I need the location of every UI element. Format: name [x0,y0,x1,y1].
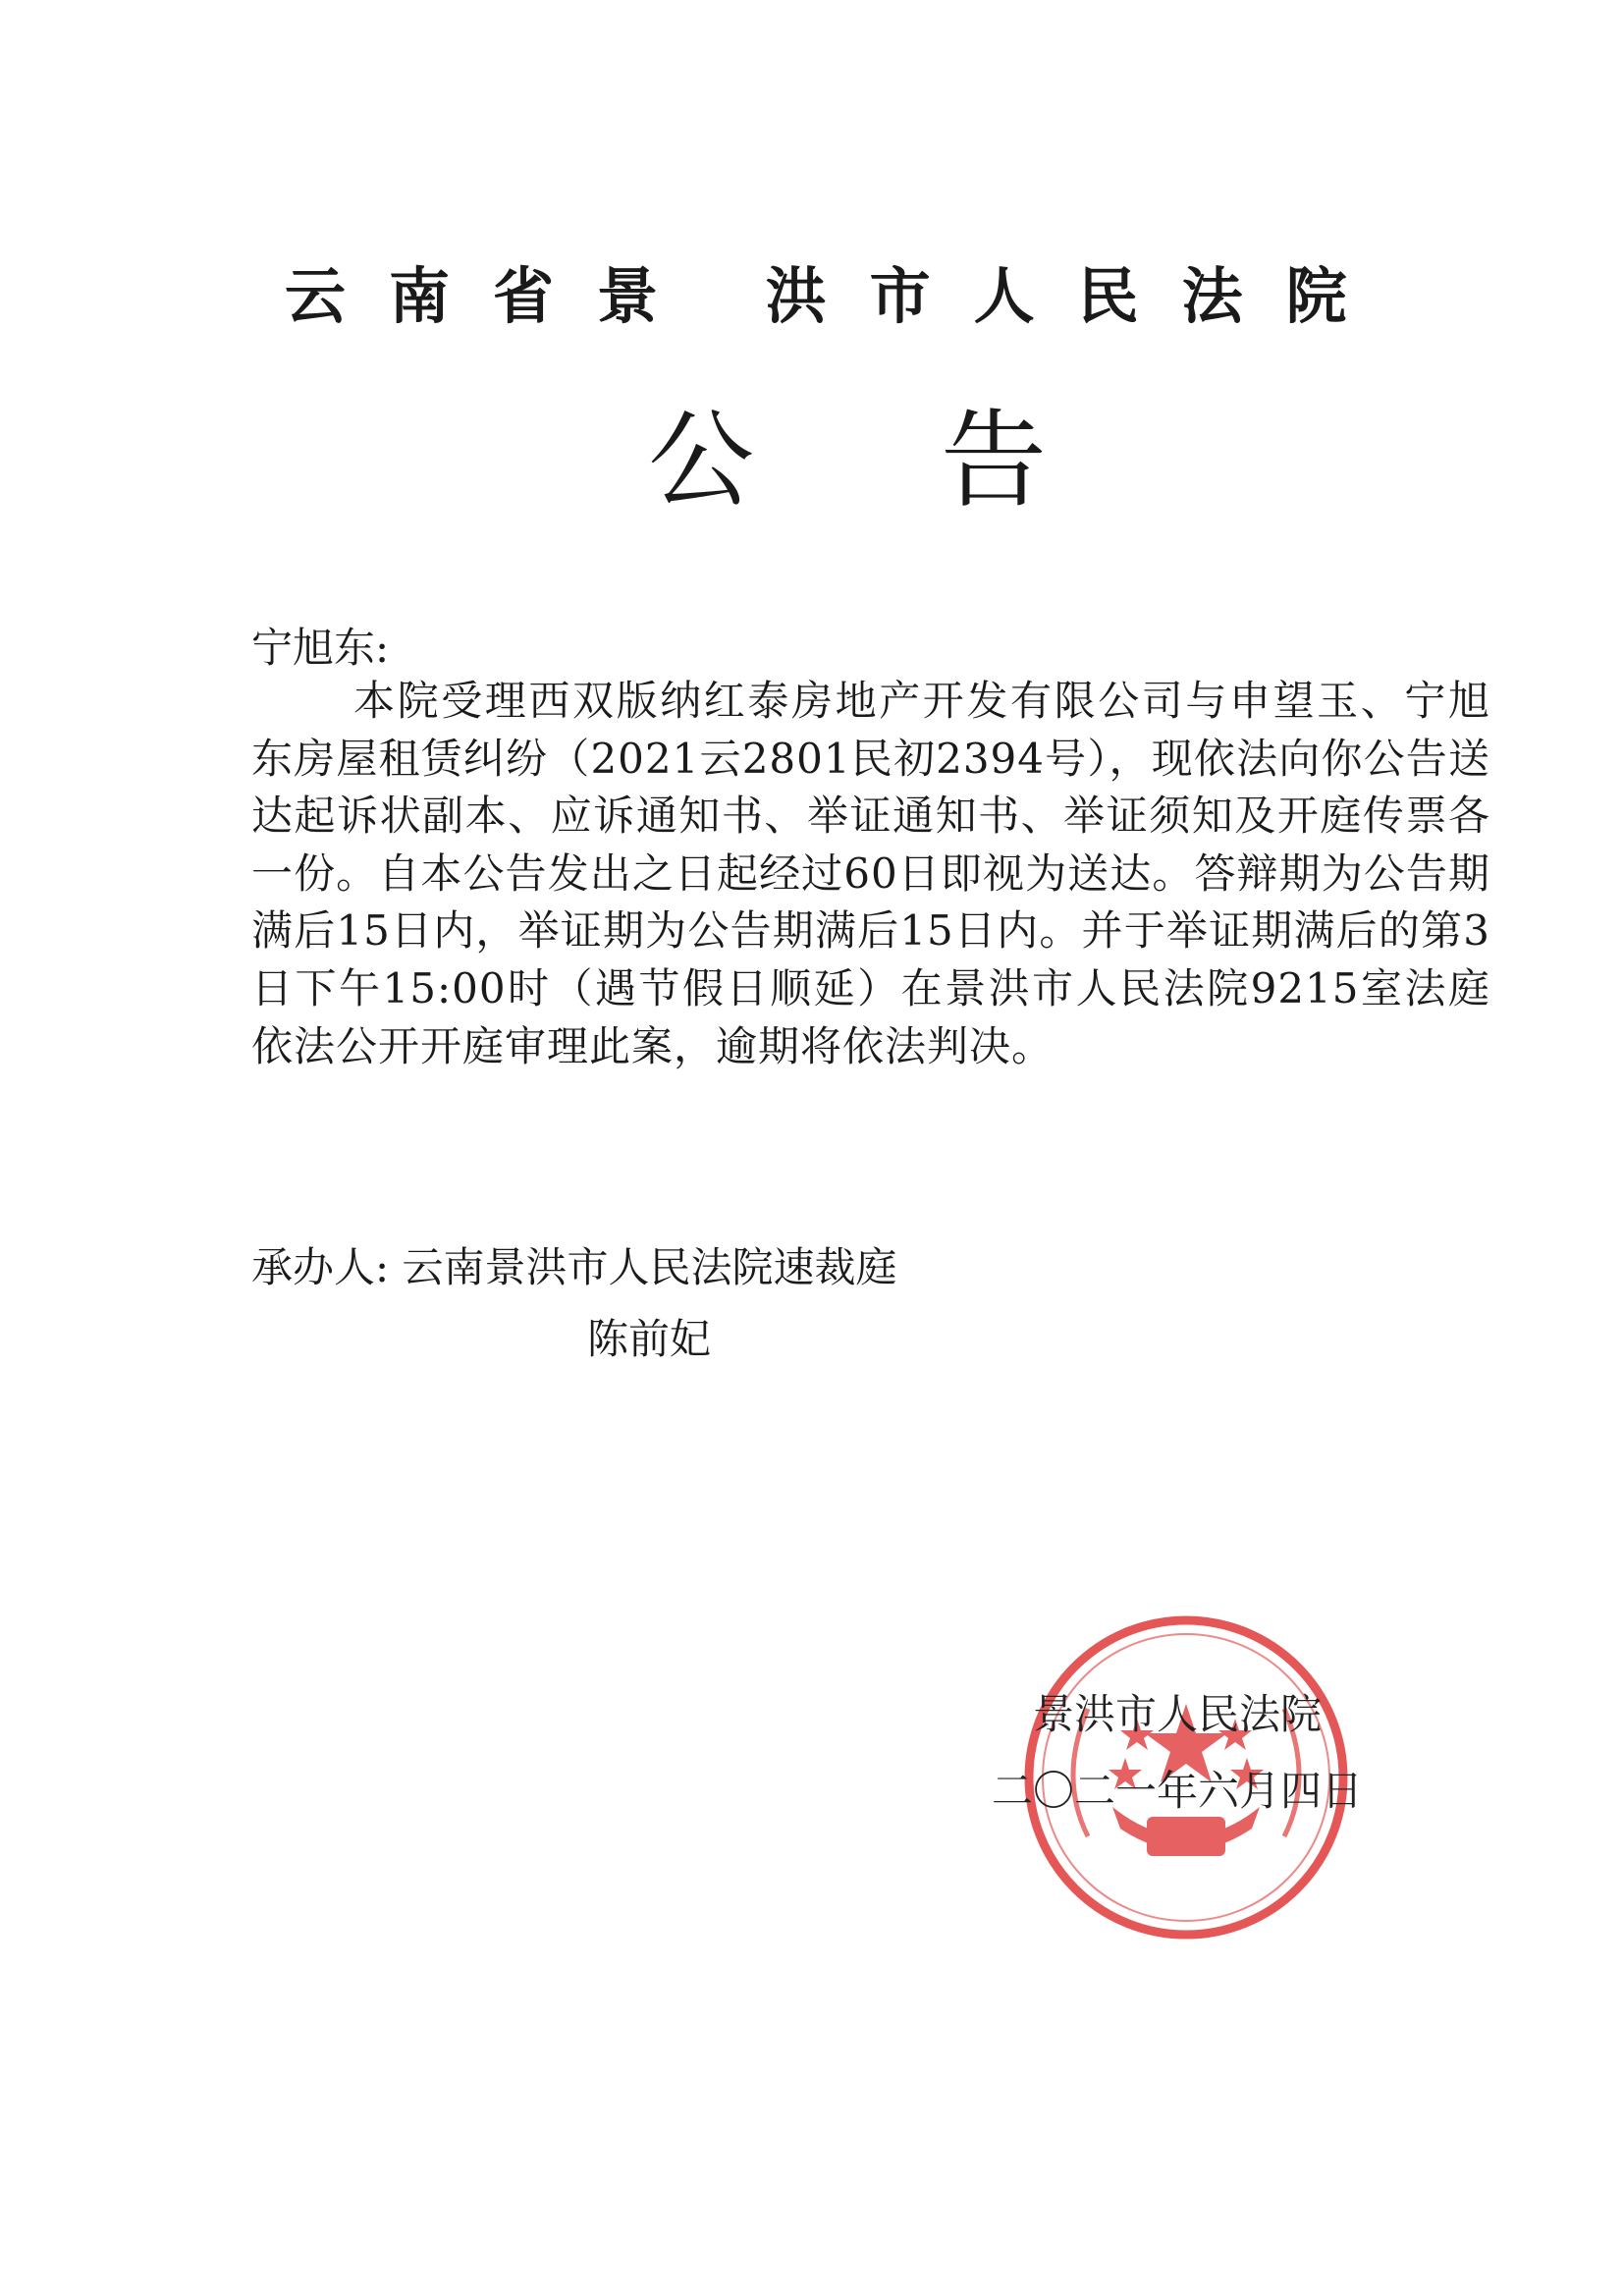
document-title: 公告 [648,400,1234,522]
signature-date: 二〇二一年六月四日 [992,1767,1364,1815]
handler-line: 承办人: 云南景洪市人民法院速裁庭 [251,1243,897,1291]
handler-name: 陈前妃 [587,1315,712,1363]
signature-court: 景洪市人民法院 [1033,1690,1323,1738]
addressee: 宁旭东: [251,624,390,672]
notice-body: 本院受理西双版纳红泰房地产开发有限公司与申望玉、宁旭东房屋租赁纠纷（2021云2801民初2394号），现依法向你公告送达起诉状副本、应诉通知书、举证通知书、举证须知及开庭传票各一份。自本公告发出之日起经过60日即视为送达。答辩期为公告期满后15日内，举证期为公告期满后15日内。并于举证期满后的第3日下午15:00时（遇节假日顺延）在景洪市人民法院9215室法庭依法公开开庭审理此案，逾期将依法判决。 [251,677,1490,1070]
court-name: 云南省景 洪市人民法院 [285,260,1390,332]
